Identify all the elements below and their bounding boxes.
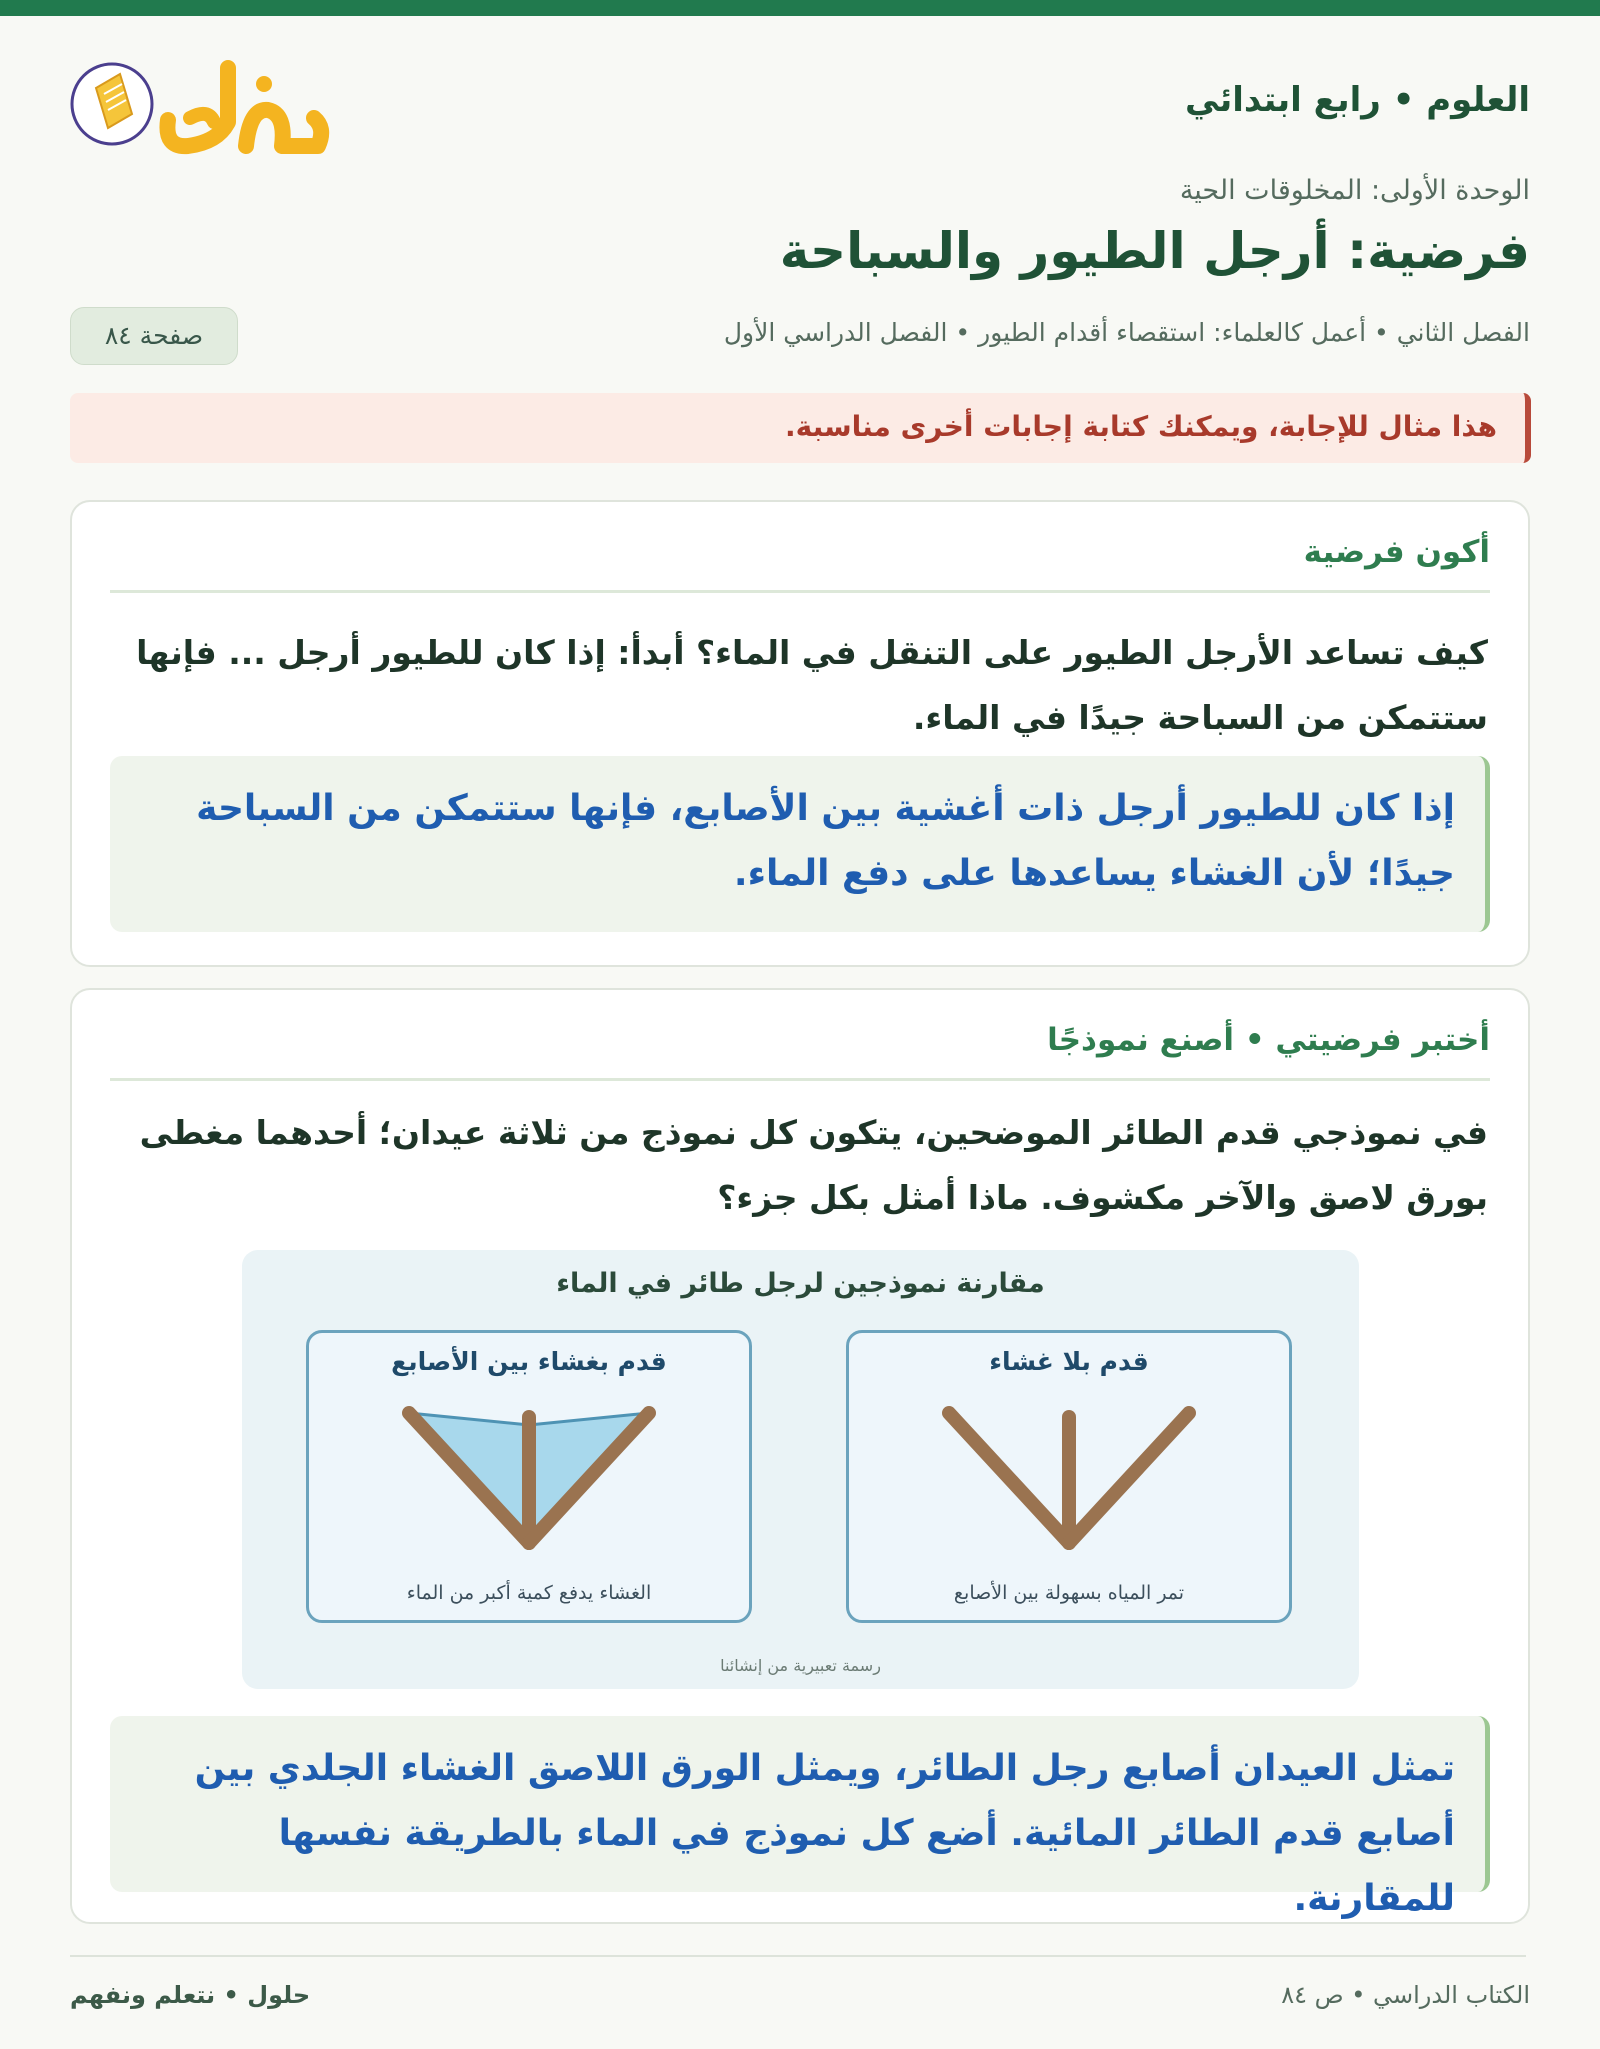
card-heading <box>110 532 1490 593</box>
section-heading-test: أختبر فرضيتي • أصنع نموذجًا <box>1047 1022 1490 1058</box>
panel-caption: تمر المياه بسهولة بين الأصابع <box>953 1582 1185 1604</box>
panel-title: قدم بغشاء بين الأصابع <box>391 1347 667 1376</box>
top-accent-bar <box>0 0 1600 16</box>
bird-foot-models-figure <box>242 1250 1359 1689</box>
card-heading <box>110 1020 1490 1081</box>
note-text: هذا مثال للإجابة، ويمكنك كتابة إجابات أخرى مناسبة. <box>785 410 1497 443</box>
page-title: فرضية: أرجل الطيور والسباحة <box>779 222 1530 280</box>
webbed-foot-icon <box>379 1393 679 1563</box>
hypothesis-card <box>70 500 1530 967</box>
footer-divider <box>70 1955 1526 1957</box>
lesson-meta: الفصل الثاني • أعمل كالعلماء: استقصاء أقدام الطيور • الفصل الدراسي الأول <box>723 318 1530 347</box>
hulul-logo[interactable] <box>68 48 338 158</box>
footer-book-reference: الكتاب الدراسي • ص ٨٤ <box>1281 1981 1530 2009</box>
question-text: كيف تساعد الأرجل الطيور على التنقل في الماء؟ أبدأ: إذا كان للطيور أرجل ... فإنها ستتمكن من السباحة جيدًا في الماء. <box>136 633 1488 737</box>
answer-text: إذا كان للطيور أرجل ذات أغشية بين الأصابع، فإنها ستتمكن من السباحة جيدًا؛ لأن الغشاء يساعدها على دفع الماء. <box>196 788 1455 894</box>
panel-caption: الغشاء يدفع كمية أكبر من الماء <box>406 1582 652 1604</box>
panel-title: قدم بلا غشاء <box>989 1347 1149 1376</box>
bare-foot-icon <box>919 1393 1219 1563</box>
subject-grade-title: العلوم • رابع ابتدائي <box>1185 80 1530 120</box>
answer-text: تمثل العيدان أصابع رجل الطائر، ويمثل الورق اللاصق الغشاء الجلدي بين أصابع قدم الطائر المائية. أضع كل نموذج في الماء بالطريقة نفسها للمقارنة. <box>194 1748 1455 1919</box>
question-text: في نموذجي قدم الطائر الموضحين، يتكون كل نموذج من ثلاثة عيدان؛ أحدهما مغطى بورق لاصق والآخر مكشوف. ماذا أمثل بكل جزء؟ <box>139 1113 1488 1217</box>
answer-box <box>110 756 1490 932</box>
example-answer-note <box>70 393 1531 463</box>
answer-box <box>110 1716 1490 1919</box>
test-hypothesis-card <box>70 988 1530 1924</box>
footer-brand[interactable]: حلول • نتعلم ونفهم <box>70 1981 311 2009</box>
figure-credit: رسمة تعبيرية من إنشائنا <box>720 1656 881 1675</box>
page-number-badge: صفحة ٨٤ <box>70 307 238 365</box>
panel-bare-foot <box>846 1330 1292 1623</box>
panel-webbed-foot <box>306 1330 752 1623</box>
unit-label: الوحدة الأولى: المخلوقات الحية <box>1179 175 1530 206</box>
figure-title: مقارنة نموذجين لرجل طائر في الماء <box>556 1268 1045 1299</box>
section-heading-hypothesis: أكون فرضية <box>1303 534 1490 570</box>
